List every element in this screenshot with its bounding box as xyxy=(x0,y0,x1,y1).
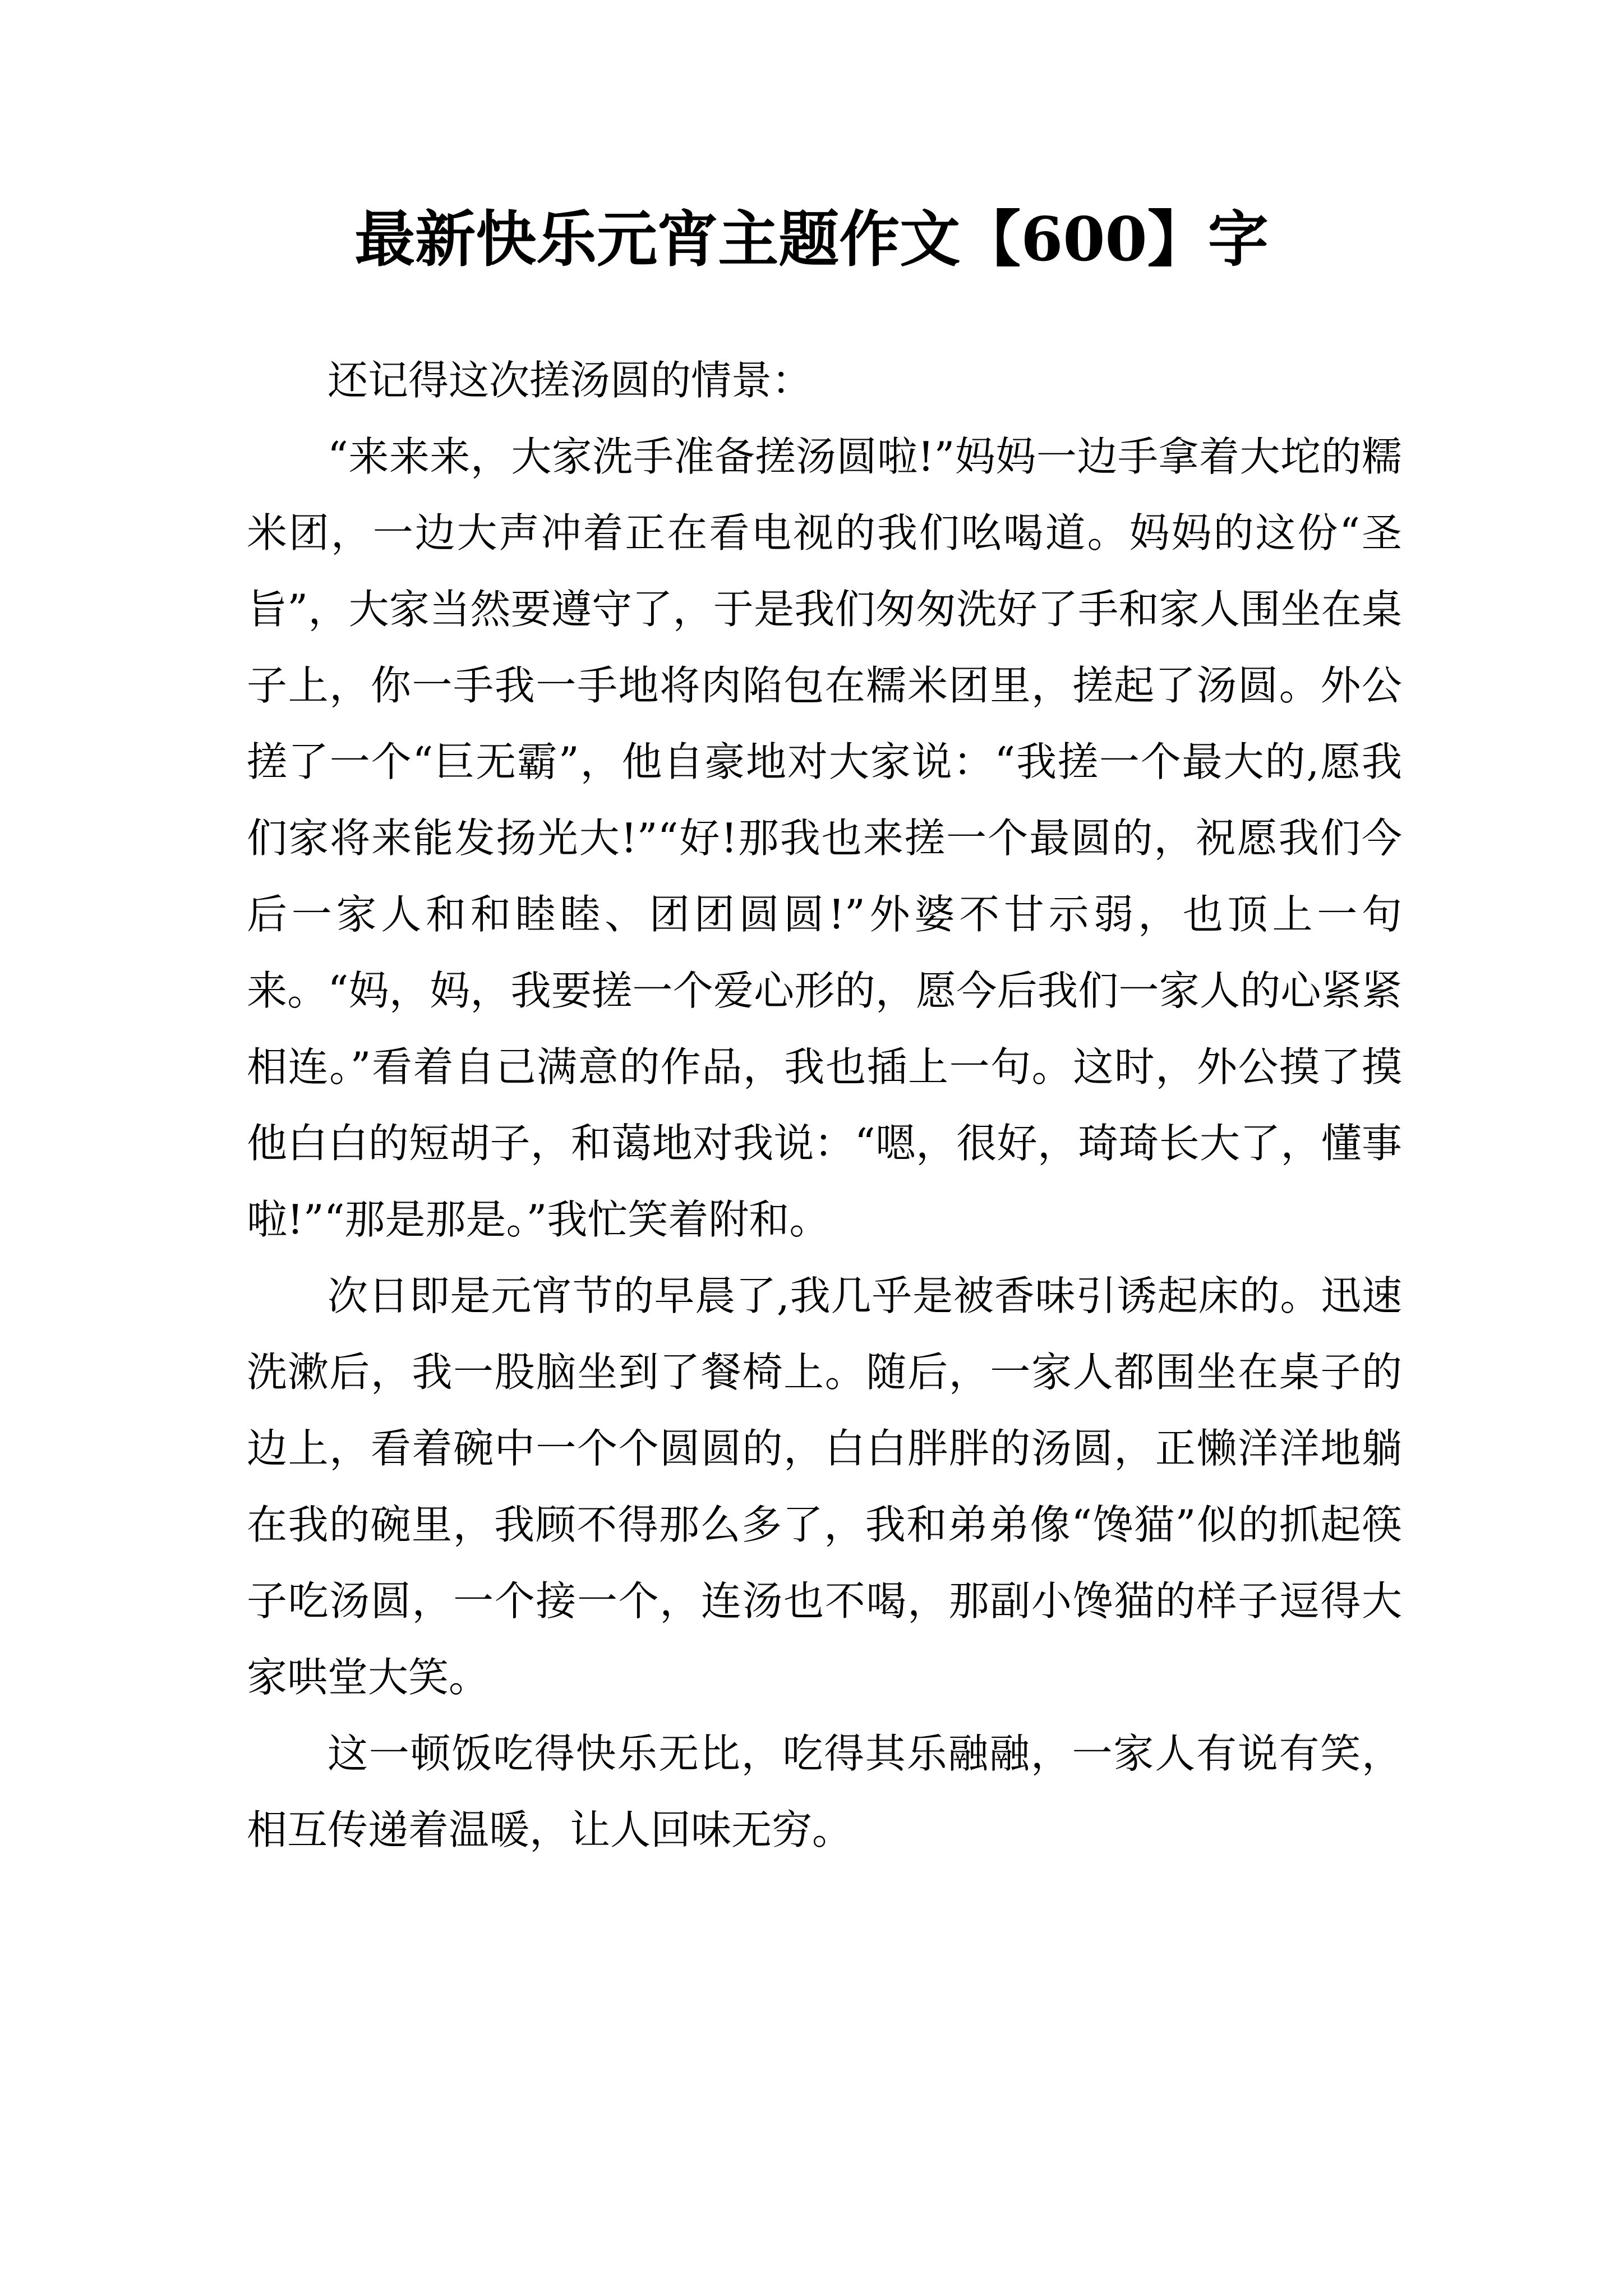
paragraph-2: “来来来，大家洗手准备搓汤圆啦!”妈妈一边手拿着大坨的糯米团，一边大声冲着正在看电视的我们吆喝道。妈妈的这份“圣旨”，大家当然要遵守了，于是我们匆匆洗好了手和家人围坐在桌子上，你一手我一手地将肉陷包在糯米团里，搓起了汤圆。外公搓了一个“巨无霸”，他自豪地对大家说：“我搓一个最大的,愿我们家将来能发扬光大!”“好!那我也来搓一个最圆的，祝愿我们今后一家人和和睦睦、团团圆圆!”外婆不甘示弱，也顶上一句来。“妈，妈，我要搓一个爱心形的，愿今后我们一家人的心紧紧相连。”看着自己满意的作品，我也插上一句。这时，外公摸了摸他白白的短胡子，和蔼地对我说：“嗯，很好，琦琦长大了，懂事啦!”“那是那是。”我忙笑着附和。 xyxy=(247,433,1402,1243)
document-title: 最新快乐元宵主题作文【600】字 xyxy=(354,204,1269,275)
document-body xyxy=(247,342,1402,1868)
paragraph-1: 还记得这次搓汤圆的情景： xyxy=(328,357,813,404)
paragraph-3: 次日即是元宵节的早晨了,我几乎是被香味引诱起床的。迅速洗漱后，我一股脑坐到了餐椅上。随后，一家人都围坐在桌子的边上，看着碗中一个个圆圆的，白白胖胖的汤圆，正懒洋洋地躺在我的碗里，我顾不得那么多了，我和弟弟像“馋猫”似的抓起筷子吃汤圆，一个接一个，连汤也不喝，那副小馋猫的样子逗得大家哄堂大笑。 xyxy=(247,1272,1402,1701)
paragraph-4: 这一顿饭吃得快乐无比，吃得其乐融融，一家人有说有笑，相互传递着温暖，让人回味无穷。 xyxy=(247,1730,1402,1853)
